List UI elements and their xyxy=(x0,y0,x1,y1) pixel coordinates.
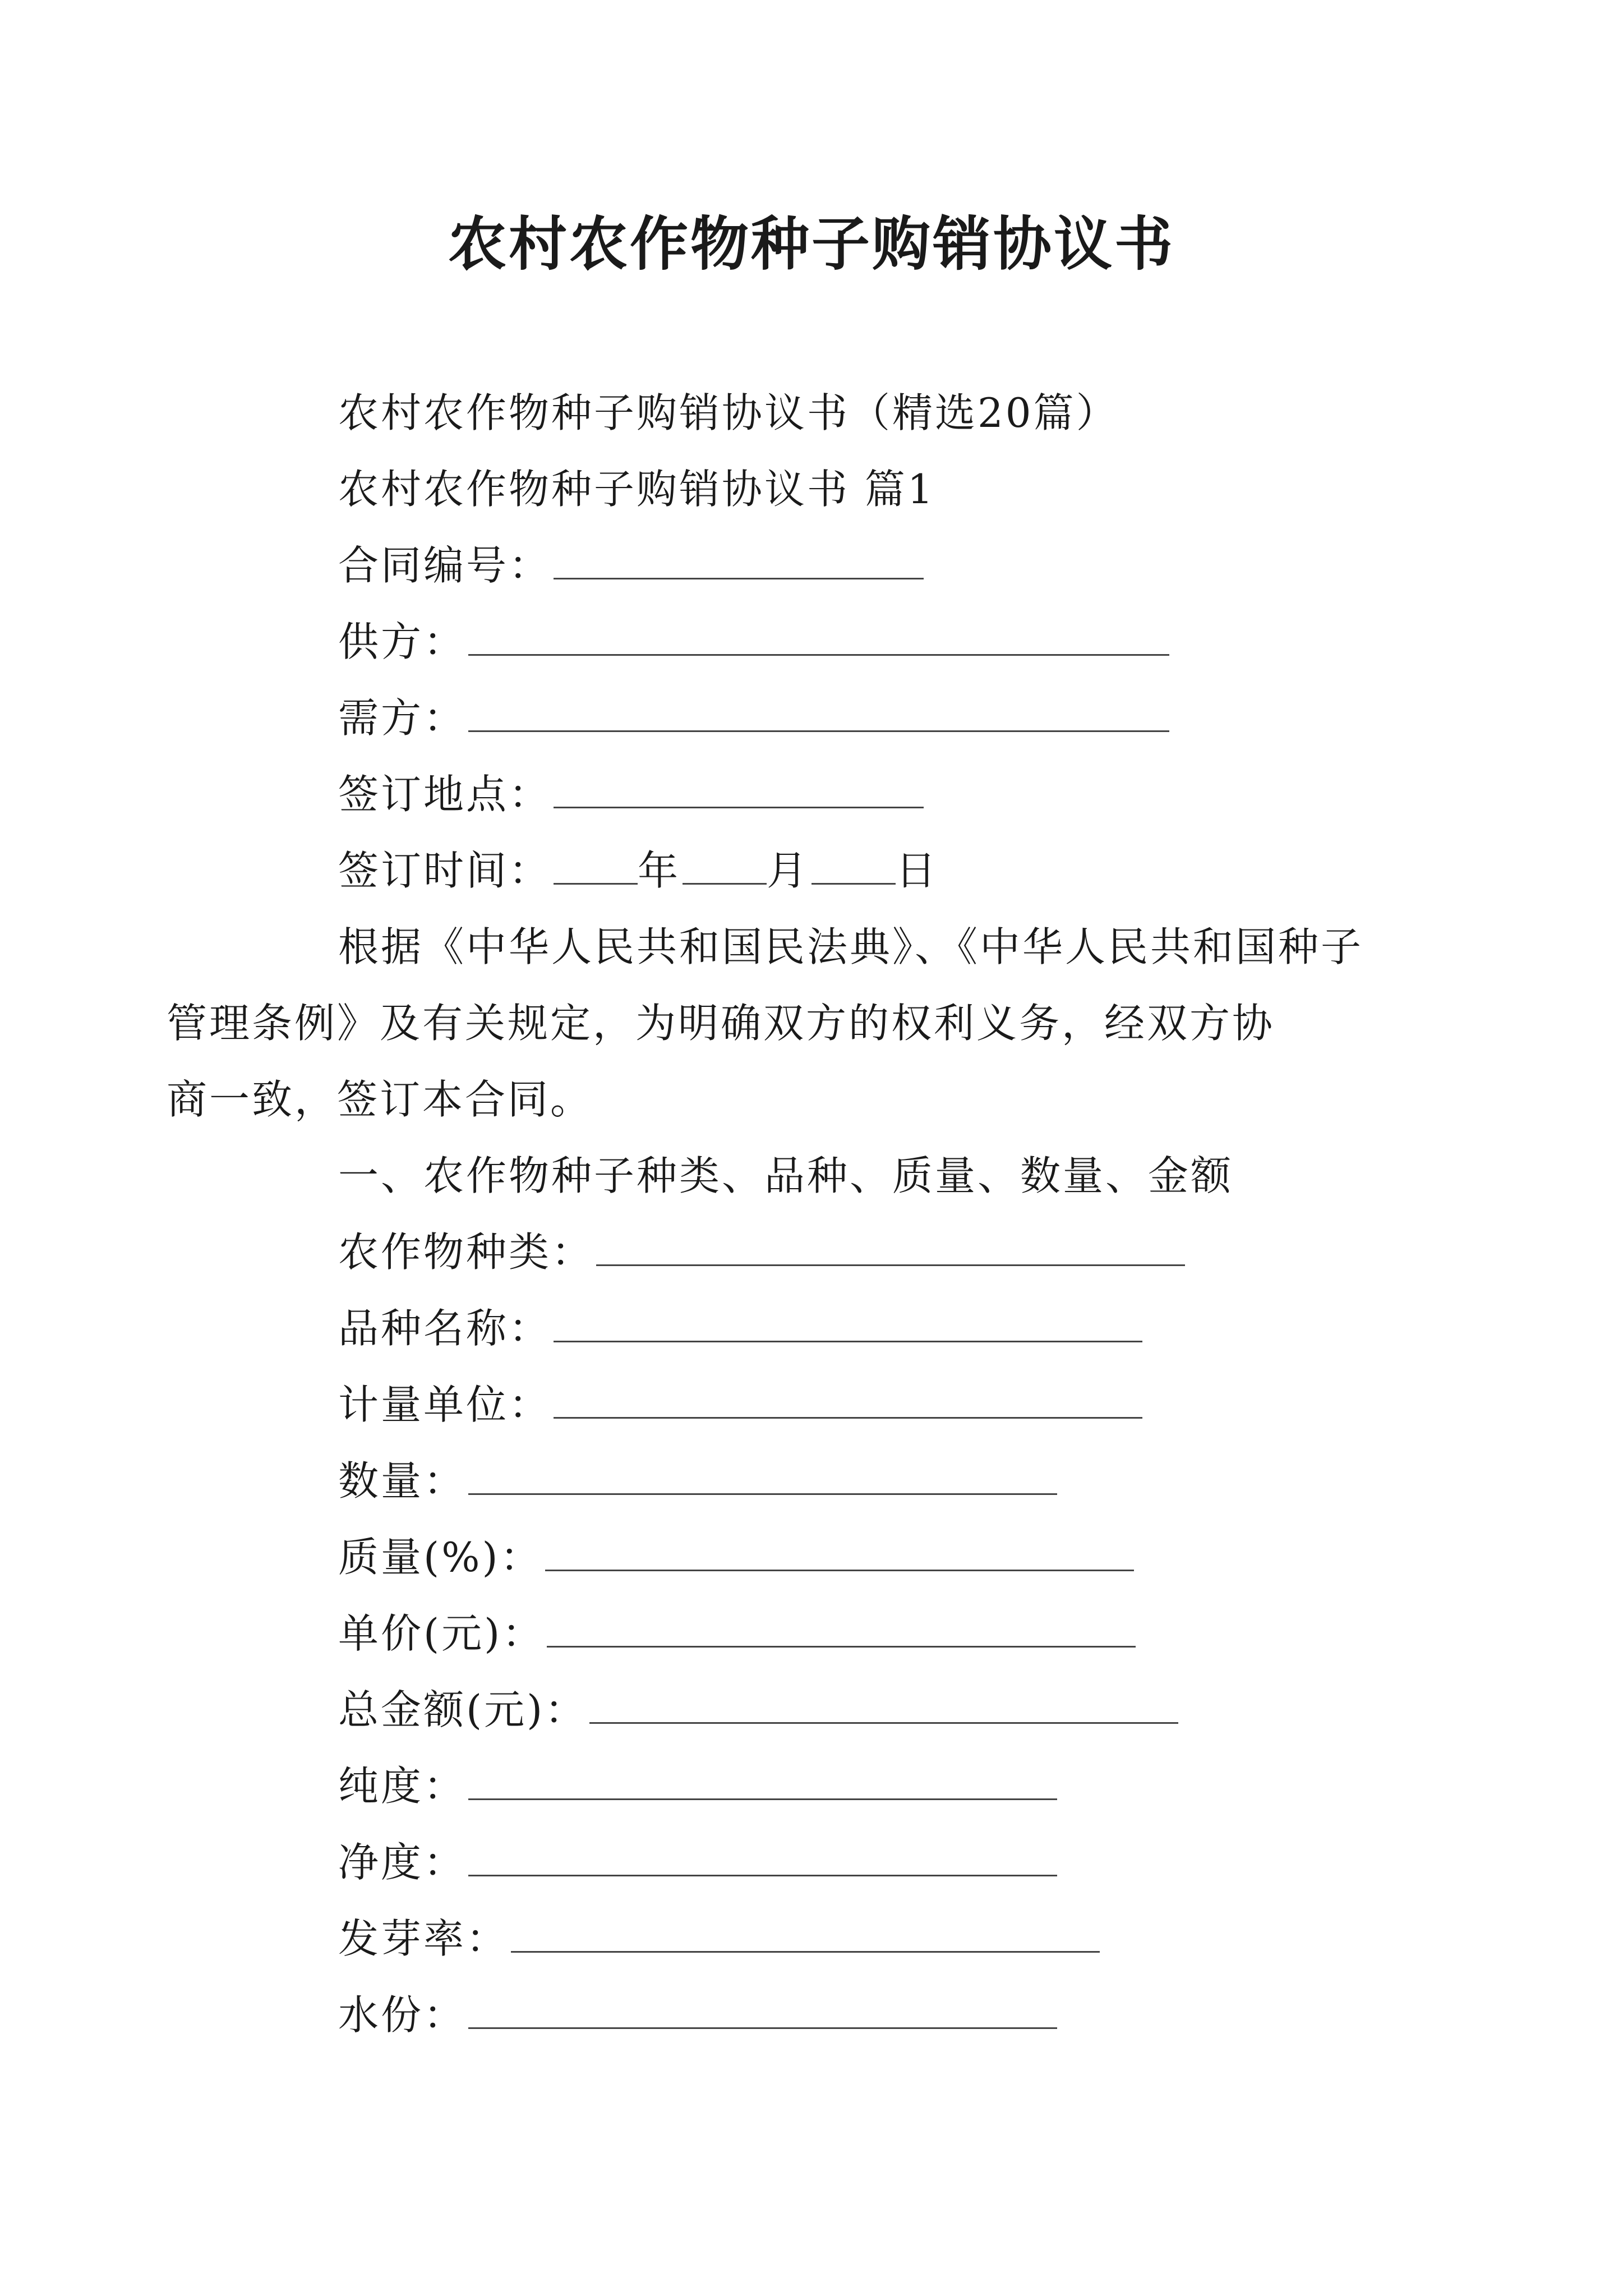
field-label: 供方： xyxy=(338,618,467,665)
field-label: 合同编号： xyxy=(338,542,552,589)
paragraph-line: 商一致，签订本合同。 xyxy=(167,1076,593,1123)
clause-heading: 一、农作物种子种类、品种、质量、数量、金额 xyxy=(338,1152,1234,1199)
blank-month[interactable] xyxy=(683,849,767,885)
field-label: 发芽率： xyxy=(338,1915,509,1962)
field-label: 需方： xyxy=(338,694,467,742)
blank-line[interactable] xyxy=(554,773,924,808)
document-title: 农村农作物种子购销协议书 xyxy=(448,209,1175,278)
field-quality xyxy=(252,1519,1385,1595)
blank-day[interactable] xyxy=(811,849,896,885)
field-quantity xyxy=(252,1443,1385,1519)
field-cleanliness xyxy=(252,1824,1385,1901)
field-label: 单价(元)： xyxy=(338,1610,545,1657)
field-moisture xyxy=(252,1977,1385,2053)
field-label: 品种名称： xyxy=(338,1305,552,1352)
field-label: 纯度： xyxy=(338,1763,467,1810)
field-label: 净度： xyxy=(338,1839,467,1886)
field-signing-place xyxy=(252,756,1385,832)
blank-line[interactable] xyxy=(468,697,1169,732)
field-label: 总金额(元)： xyxy=(338,1686,588,1733)
blank-line[interactable] xyxy=(468,1994,1057,2029)
blank-line[interactable] xyxy=(468,1765,1057,1800)
field-label: 水份： xyxy=(338,1991,467,2039)
blank-line[interactable] xyxy=(596,1231,1185,1266)
document-subtitle: 农村农作物种子购销协议书（精选20篇） xyxy=(338,389,1119,436)
blank-line[interactable] xyxy=(554,1383,1142,1419)
blank-line[interactable] xyxy=(554,544,924,579)
paragraph-line: 管理条例》及有关规定，为明确双方的权利义务，经双方协 xyxy=(167,1000,1275,1047)
blank-line[interactable] xyxy=(468,1460,1057,1495)
blank-line[interactable] xyxy=(511,1917,1100,1953)
field-variety-name xyxy=(252,1290,1385,1366)
field-label: 签订时间： xyxy=(338,847,552,894)
field-label: 数量： xyxy=(338,1457,467,1504)
month-label: 月 xyxy=(767,847,810,894)
field-label: 农作物种类： xyxy=(338,1228,594,1276)
blank-line[interactable] xyxy=(554,1307,1142,1342)
field-label: 计量单位： xyxy=(338,1381,552,1428)
field-supplier xyxy=(252,604,1385,680)
field-unit xyxy=(252,1366,1385,1443)
year-label: 年 xyxy=(638,847,681,894)
blank-line[interactable] xyxy=(589,1688,1178,1724)
field-buyer xyxy=(252,680,1385,756)
field-unit-price xyxy=(252,1595,1385,1672)
field-germination-rate xyxy=(252,1901,1385,1977)
field-total-amount xyxy=(252,1672,1385,1748)
field-label: 质量(%)： xyxy=(338,1534,543,1581)
field-crop-type xyxy=(252,1214,1385,1290)
field-purity xyxy=(252,1748,1385,1824)
field-contract-number xyxy=(252,527,1385,604)
field-signing-date xyxy=(252,832,1385,909)
blank-line[interactable] xyxy=(468,620,1169,656)
paragraph-line: 根据《中华人民共和国民法典》、《中华人民共和国种子 xyxy=(338,923,1364,970)
document-body xyxy=(167,375,1385,2053)
blank-line[interactable] xyxy=(545,1536,1134,1571)
blank-year[interactable] xyxy=(554,849,638,885)
field-label: 签订地点： xyxy=(338,771,552,818)
blank-line[interactable] xyxy=(468,1841,1057,1876)
day-label: 日 xyxy=(896,847,939,894)
section-heading: 农村农作物种子购销协议书 篇1 xyxy=(338,466,935,513)
blank-line[interactable] xyxy=(547,1612,1136,1648)
